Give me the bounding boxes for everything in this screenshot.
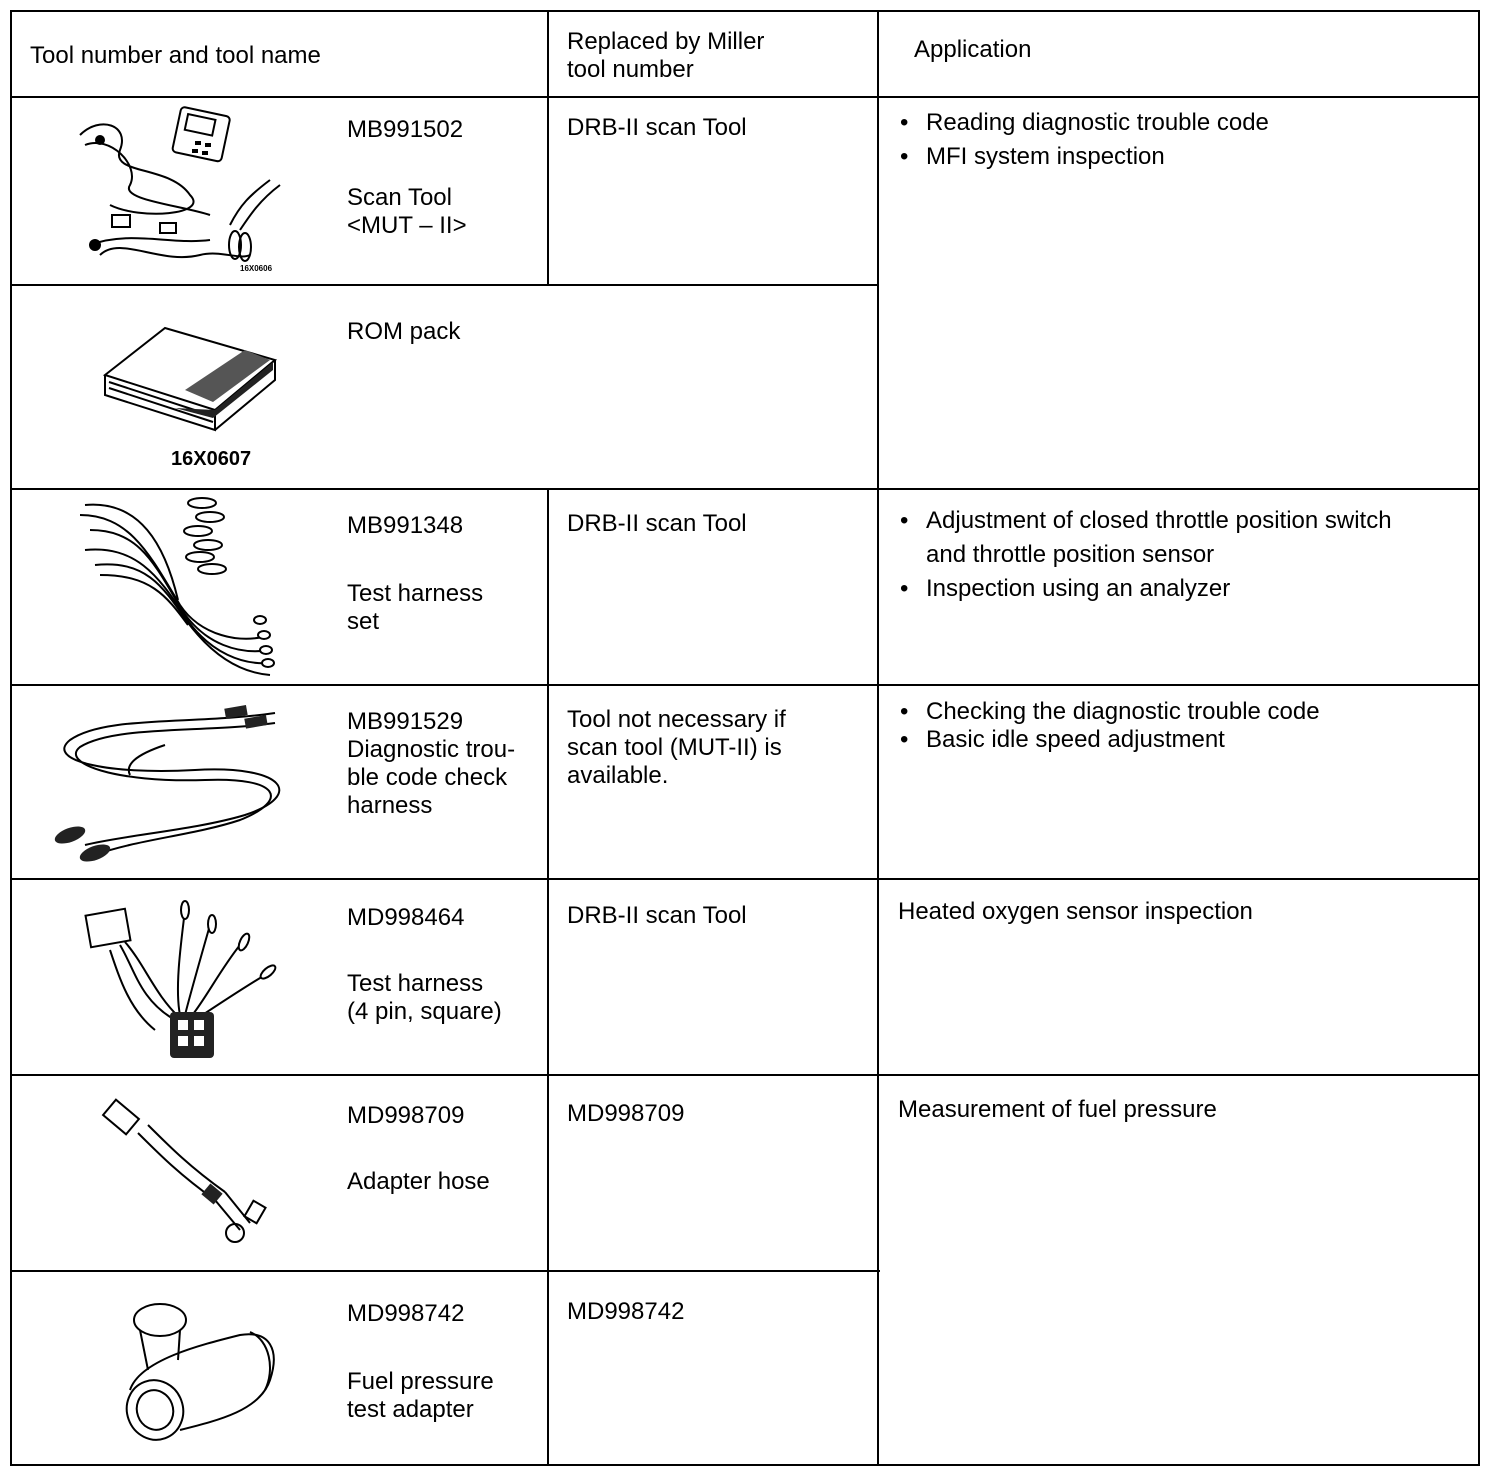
application-list (898, 698, 1458, 754)
test-harness-set-illustration (70, 495, 285, 680)
tool-number: MB991529 (347, 708, 464, 735)
tool-number: MD998709 (347, 1102, 465, 1129)
tool-number: MB991502 (347, 116, 464, 143)
replaced-by: MD998742 (567, 1298, 685, 1325)
tool-name: Test harness set (347, 580, 484, 635)
row-divider (10, 488, 1480, 490)
row-divider (10, 1270, 880, 1272)
row-divider (10, 878, 1480, 880)
column-divider (547, 10, 549, 285)
header-application: Application (914, 36, 1032, 63)
tool-number: MB991348 (347, 512, 464, 539)
replaced-by: DRB-II scan Tool (567, 902, 747, 929)
replaced-by: DRB-II scan Tool (567, 510, 747, 537)
application-text: Measurement of fuel pressure (898, 1096, 1217, 1123)
tool-name: Adapter hose (347, 1168, 490, 1195)
application-list (898, 504, 1398, 606)
row-divider (10, 284, 878, 286)
application-item: • Inspection using an analyzer (898, 572, 1398, 606)
column-divider (877, 10, 879, 1466)
replaced-by: DRB-II scan Tool (567, 114, 747, 141)
header-tool: Tool number and tool name (30, 42, 321, 69)
application-text: Heated oxygen sensor inspection (898, 898, 1253, 925)
figure-code: 16X0606 (240, 264, 273, 273)
tool-number: MD998742 (347, 1300, 465, 1327)
tool-name: Scan Tool <MUT – II> (347, 184, 467, 239)
column-divider (547, 488, 549, 1466)
application-item: • Basic idle speed adjustment (898, 726, 1458, 754)
tool-name: ROM pack (347, 318, 461, 345)
check-harness-illustration (45, 695, 295, 870)
application-item: • Checking the diagnostic trouble code (898, 698, 1458, 726)
row-divider (10, 1074, 1480, 1076)
application-item: • MFI system inspection (898, 140, 1458, 174)
rom-pack-illustration (95, 320, 285, 440)
four-pin-harness-illustration (80, 900, 275, 1070)
tool-name: Diagnostic trou- ble code check harness (347, 736, 516, 819)
figure-code: 16X0607 (171, 448, 252, 470)
fuel-pressure-adapter-illustration (120, 1290, 280, 1450)
application-item: • Reading diagnostic trouble code (898, 106, 1458, 140)
tool-name: Fuel pressure test adapter (347, 1368, 494, 1423)
tool-number: MD998464 (347, 904, 465, 931)
adapter-hose-illustration (100, 1095, 275, 1255)
application-item: • Adjustment of closed throttle position switch and throttle position sensor (898, 504, 1398, 572)
replaced-by: MD998709 (567, 1100, 685, 1127)
header-divider (10, 96, 1480, 98)
scan-tool-illustration (70, 105, 300, 275)
header-replaced: Replaced by Miller tool number (567, 28, 765, 83)
row-divider (10, 684, 1480, 686)
tool-name: Test harness (4 pin, square) (347, 970, 502, 1025)
replaced-by: Tool not necessary if scan tool (MUT-II) is available. (567, 706, 786, 789)
application-list (898, 106, 1458, 174)
